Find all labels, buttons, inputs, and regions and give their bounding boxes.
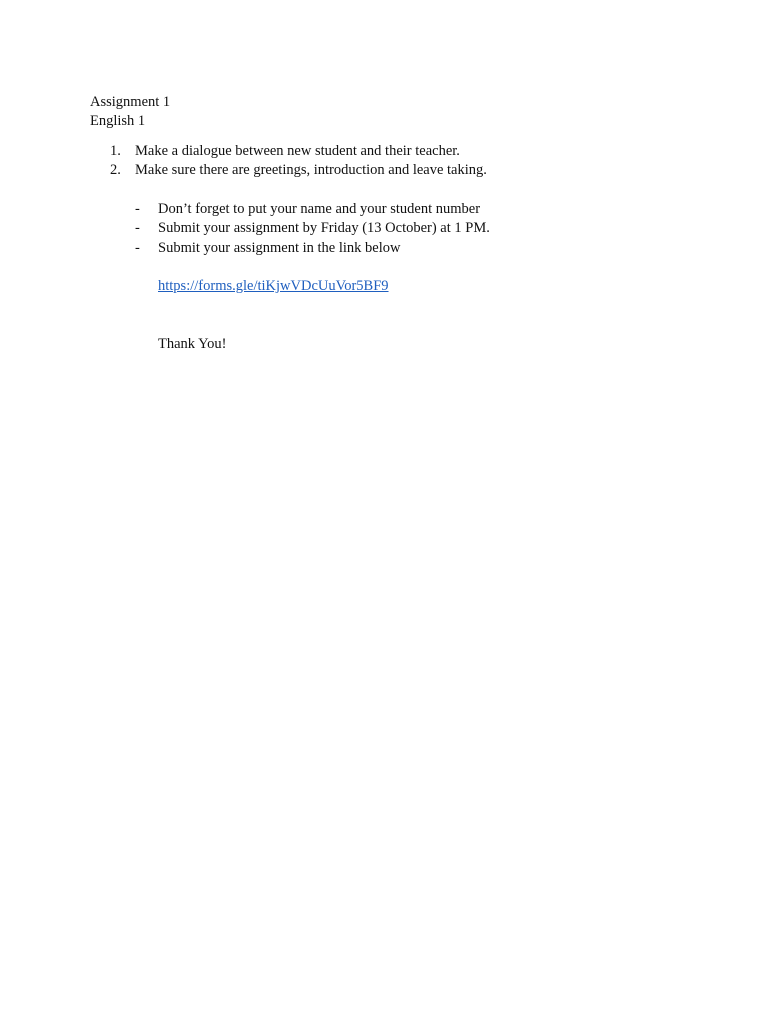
document-subtitle: English 1 [90, 113, 146, 129]
numbered-list-item [110, 142, 460, 161]
submission-link[interactable]: https://forms.gle/tiKjwVDcUuVor5BF9 [158, 278, 389, 294]
bullet-list-item [135, 200, 480, 219]
bullet-item-text: Submit your assignment in the link below [158, 240, 401, 256]
bullet-list-item [135, 219, 490, 238]
submission-link-line [158, 277, 389, 296]
bullet-marker: - [135, 201, 140, 217]
closing-text: Thank You! [158, 336, 227, 352]
list-number: 2. [110, 162, 121, 178]
numbered-list-item [110, 161, 487, 180]
bullet-item-text: Don’t forget to put your name and your student number [158, 201, 481, 217]
bullet-marker: - [135, 220, 140, 236]
bullet-marker: - [135, 240, 140, 256]
list-item-text: Make a dialogue between new student and their teacher. [135, 143, 460, 159]
bullet-list-item [135, 239, 400, 258]
document-title: Assignment 1 [90, 94, 171, 110]
list-item-text: Make sure there are greetings, introduction and leave taking. [135, 162, 487, 178]
list-number: 1. [110, 143, 121, 159]
bullet-item-text: Submit your assignment by Friday (13 October) at 1 PM. [158, 220, 490, 236]
